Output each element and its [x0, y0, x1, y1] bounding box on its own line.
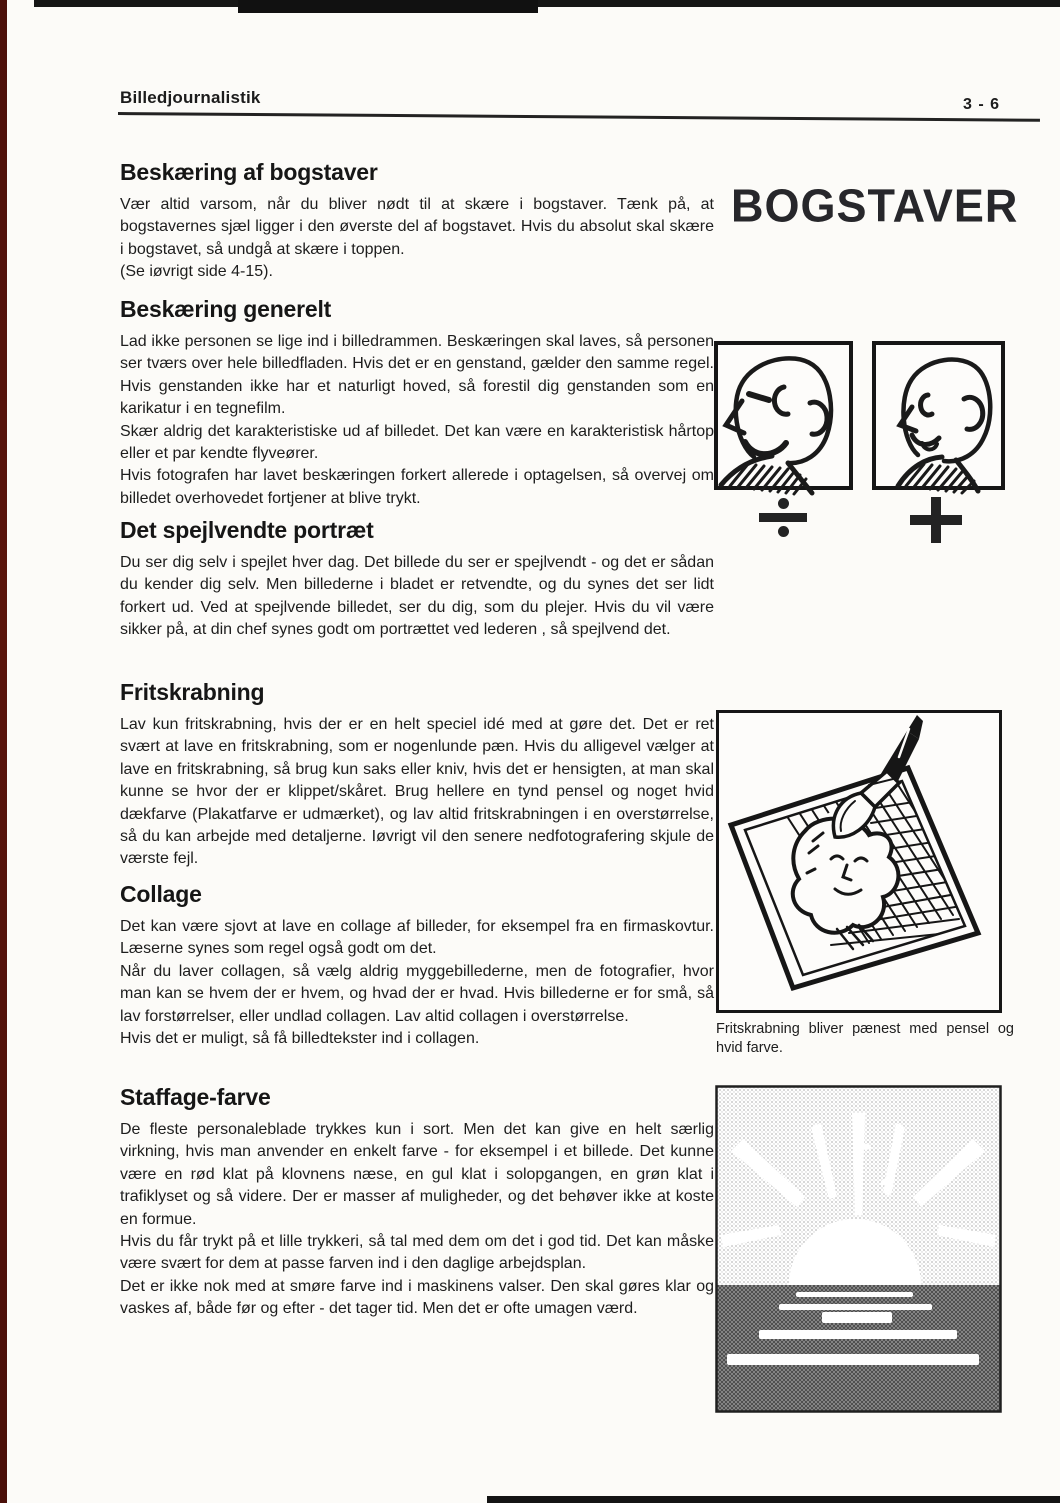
section-heading: Staffage-farve [120, 1084, 271, 1110]
scan-edge-left-line [0, 0, 7, 1503]
section-heading: Collage [120, 881, 202, 907]
smiling-profile-drawing [876, 345, 1001, 486]
paragraph: (Se iøvrigt side 4-15). [120, 263, 273, 281]
running-header-title: Billedjournalistik [120, 88, 261, 107]
fritskrabning-illustration [716, 710, 1002, 1013]
brush-painting-photo-drawing [719, 713, 999, 1010]
section-heading: Fritskrabning [120, 679, 265, 705]
sunrise-over-water-drawing [715, 1085, 1002, 1413]
section-beskaering-generelt [120, 296, 714, 510]
frowning-profile-drawing [718, 345, 849, 486]
good-crop-portrait-figure [872, 341, 1005, 490]
minus-symbol-bar [759, 513, 807, 522]
scan-edge-top-bar-thick [238, 0, 538, 13]
paragraph: Det kan være sjovt at lave en collage af billeder, for eksempel fra en firmaskovtur. Læserne synes som regel også godt om det. [120, 918, 714, 958]
paragraph: Skær aldrig det karakteristiske ud af billedet. Det kan være en karakteristisk hårtop eller et par kendte flyveører. [120, 422, 714, 463]
scan-edge-bottom-bar [487, 1496, 1060, 1503]
minus-symbol-dot-top [778, 498, 789, 509]
cropped-word-figure [731, 178, 1019, 235]
paragraph: Når du laver collagen, så vælg aldrig myggebillederne, men de fotografier, hvor man kan se hvem der er hvem, og hvad der er hvad. Hvis billederne er for små, så lav forstørrelser, eller undlad collagen. Lav altid collagen i overstørrelse. [120, 962, 714, 1025]
paragraph: Lad ikke personen se lige ind i billedrammen. Beskæringen skal laves, så personen ser tværs over hele billedfladen. Hvis det er en genstand, gælder den samme regel. Hvis genstanden ikke har et naturligt hoved, så forestil dig genstanden som en karikatur i en tegnefilm. [120, 333, 714, 418]
header-rule [118, 112, 1040, 122]
paragraph: Lav kun fritskrabning, hvis der er en helt speciel idé med at gøre det. Det er ret svært at lave en fritskrabning, som er nogenlunde pæn. Hvis du alligevel vælger at lave en fritskrabning, så brug kun saks eller kniv, hvis det er hensigten, at man skal kunne se hvor der er klippet/skåret. Brug hellere en tynd pensel og noget hvid dækfarve (Plakatfarve er udmærket), og lav altid fritskrabningen i en overstørrelse, så du kan arbejde med detaljerne. Iøvrigt vil den senere nedfotografering skjule de værste fejl. [120, 716, 714, 868]
sunrise-halftone-figure [715, 1085, 1002, 1413]
paragraph: Det er ikke nok med at smøre farve ind i maskinens valser. Den skal gøres klar og vaskes af, både før og efter - det tager tid. Men det er ofte umagen værd. [120, 1277, 714, 1318]
paragraph: Hvis fotografen har lavet beskæringen forkert allerede i optagelsen, så overvej om billedet overhovedet fortjener at blive trykt. [120, 467, 714, 507]
page-number: 3 - 6 [963, 96, 1001, 113]
cropped-word-text: BOGSTAVER [731, 178, 1019, 233]
minus-symbol-dot-bottom [778, 526, 789, 537]
section-det-spejlvendte-portraet [120, 517, 714, 642]
section-beskaering-af-bogstaver [120, 159, 714, 284]
section-heading: Beskæring generelt [120, 296, 332, 322]
section-fritskrabning [120, 679, 714, 871]
paragraph: De fleste personaleblade trykkes kun i sort. Men det kan give en helt særlig virkning, hvis man anvender en enkelt farve - for eksempel i et billede. Det kunne være en rød klat på klovnens næse, en gul klat i solopgangen, en grøn klat i trafiklyset og så videre. Der er masser af muligheder, og det behøver ikke at koste en formue. [120, 1121, 714, 1228]
section-collage [120, 881, 714, 1050]
section-staffage-farve [120, 1084, 714, 1321]
paragraph: Hvis det er muligt, så få billedtekster ind i collagen. [120, 1030, 480, 1048]
paragraph: Du ser dig selv i spejlet hver dag. Det billede du ser er spejlvendt - og det er sådan du kender dig selv. Men billederne i bladet er retvendte, og du synes det ser lidt forkert ud. Ved at spejlvende billedet, ser du dig, som du plejer. Hvis du vil være sikker på, at din chef synes godt om portrættet ved lederen , så spejlvend det. [120, 554, 714, 639]
scan-edge-top-bar [34, 0, 1060, 7]
minus-symbol [753, 498, 813, 537]
paragraph: Vær altid varsom, når du bliver nødt til at skære i bogstaver. Tænk på, at bogstavernes sjæl ligger i den øverste del af bogstavet. Hvis du absolut skal skære i bogstavet, så undgå at skære i toppen. [120, 196, 714, 258]
figure-caption: Fritskrabning bliver pænest med pensel og hvid farve. [716, 1021, 1014, 1056]
plus-symbol-vertical [931, 497, 941, 543]
bad-crop-portrait-figure [714, 341, 853, 490]
section-heading: Det spejlvendte portræt [120, 517, 374, 543]
section-heading: Beskæring af bogstaver [120, 159, 378, 185]
plus-symbol [910, 497, 962, 543]
paragraph: Hvis du får trykt på et lille trykkeri, så tal med dem om det i god tid. Det kan måske være svært for dem at passe farven ind i den daglige arbejdsplan. [120, 1233, 714, 1273]
